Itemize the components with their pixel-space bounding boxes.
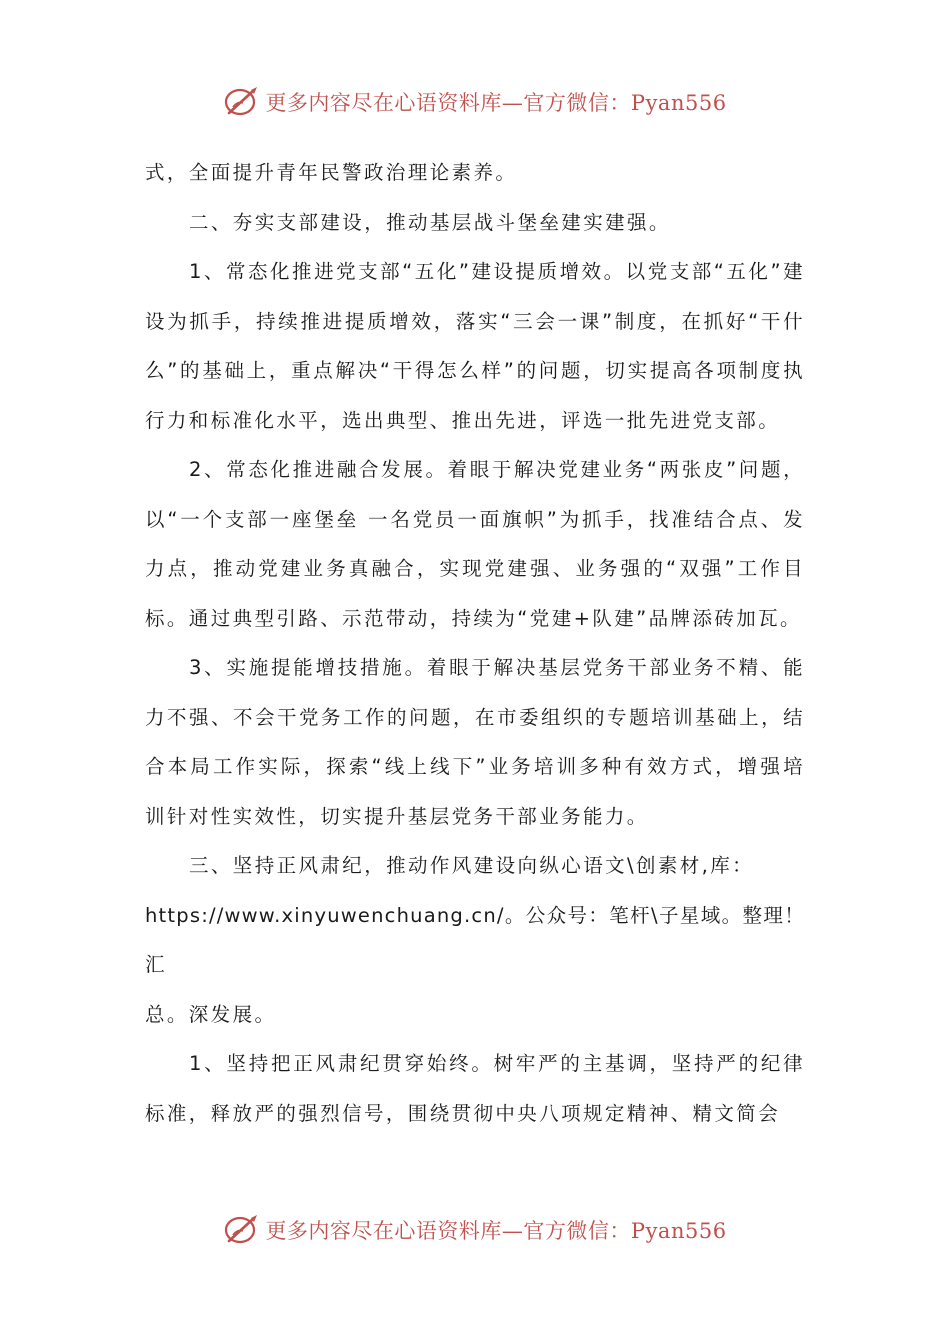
- section-3-tail: 总。深发展。: [145, 1002, 277, 1026]
- paragraph-2-3: 3、实施提能增技措施。着眼于解决基层党务干部业务不精、能力不强、不会干党务工作的问题，在市委组织的专题培训基础上，结合本局工作实际，探索“线上线下”业务培训多种有效方式，增强培训针对性实效性，切实提升基层党务干部业务能力。: [145, 656, 805, 828]
- header-banner-text: 更多内容尽在心语资料库—官方微信：Pyan556: [265, 91, 727, 115]
- paragraph-2-2: 2、常态化推进融合发展。着眼于解决党建业务“两张皮”问题，以“一个支部一座堡垒 一名党员一面旗帜”为抓手，找准结合点、发力点，推动党建业务真融合，实现党建强、业务强的“双强”工作目标。通过典型引路、示范带动，持续为“党建+队建”品牌添砖加瓦。: [145, 458, 805, 630]
- paragraph-3-1: 1、坚持把正风肃纪贯穿始终。树牢严的主基调，坚持严的纪律标准，释放严的强烈信号，围绕贯彻中央八项规定精神、精文简会: [145, 1052, 805, 1125]
- paragraph-2-1: 1、常态化推进党支部“五化”建设提质增效。以党支部“五化”建设为抓手，持续推进提质增效，落实“三会一课”制度，在抓好“干什么”的基础上，重点解决“干得怎么样”的问题，切实提高各项制度执行力和标准化水平，选出典型、推出先进，评选一批先进党支部。: [145, 260, 805, 432]
- document-body: [145, 148, 805, 1138]
- header-watermark-banner: [0, 82, 950, 122]
- paragraph-continued: 式，全面提升青年民警政治理论素养。: [145, 161, 518, 184]
- section-3-heading: 三、坚持正风肃纪，推动作风建设向纵心语文\创素材,库：: [189, 854, 755, 877]
- section-3-url-line: https://www.xinyuwenchuang.cn/。公众号：笔杆\子星域。整理！汇: [145, 903, 805, 976]
- pen-logo-icon: [223, 85, 261, 119]
- pen-logo-icon: [223, 1213, 261, 1247]
- section-2-heading: 二、夯实支部建设，推动基层战斗堡垒建实建强。: [189, 210, 671, 234]
- footer-watermark-banner: [0, 1210, 950, 1250]
- footer-banner-text: 更多内容尽在心语资料库—官方微信：Pyan556: [265, 1219, 727, 1243]
